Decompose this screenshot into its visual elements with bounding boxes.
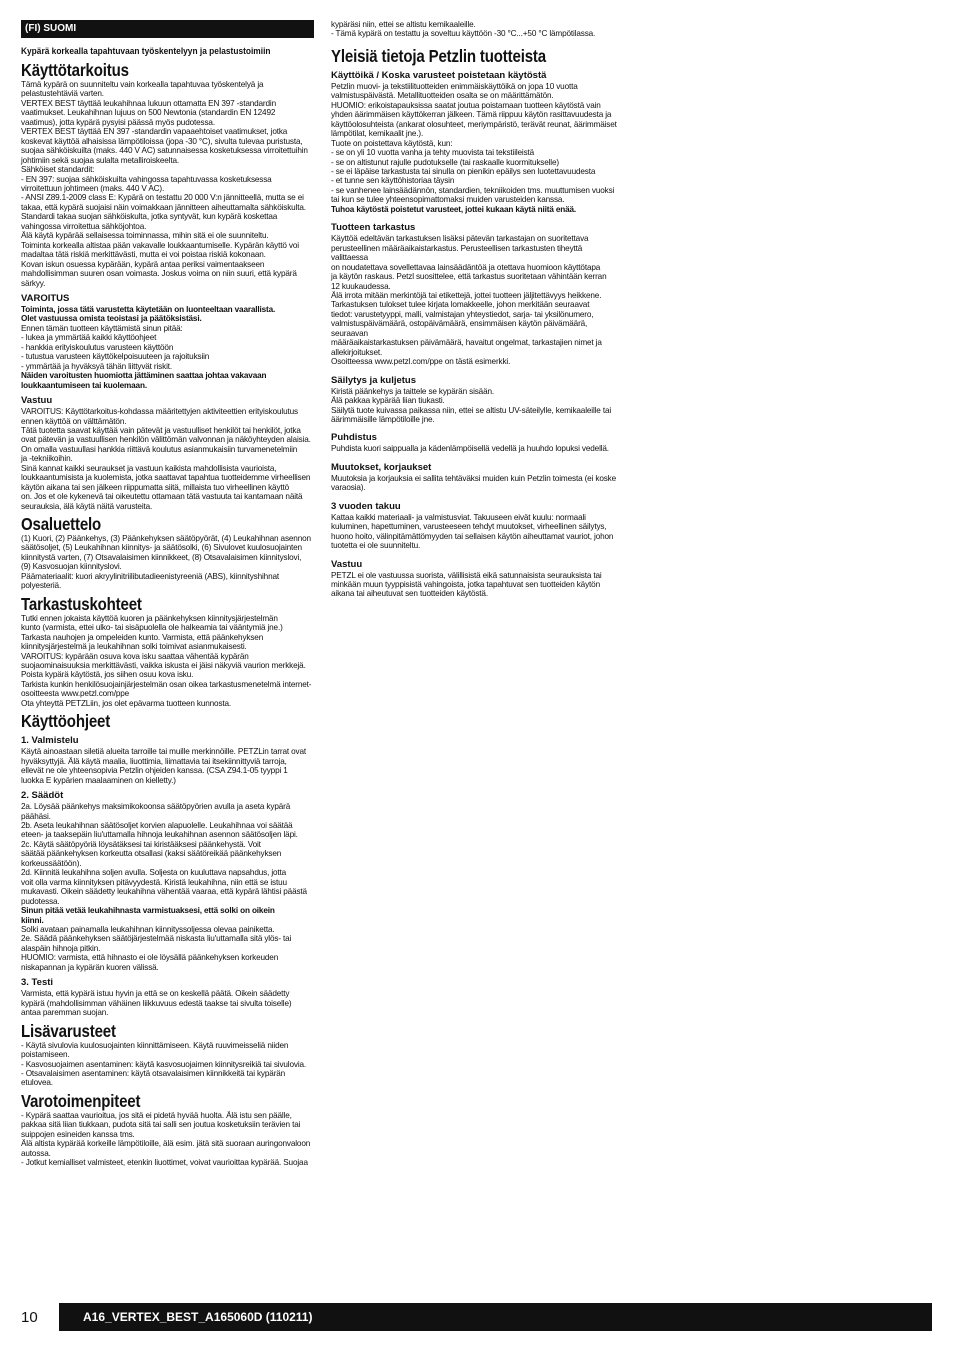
- section-body-lisavarusteet: - Käytä sivulovia kuulosuojainten kiinnittämiseen. Käytä ruuvimeisseliä niiden poistamiseen. - Kasvosuojaimen asentaminen: käytä kasvosuojaimen kiinnitysreikiä tai sivulovia. - Otsavalaisimen asentaminen: käytä otsavalaisimen kiinnikkeitä tai kypärän etulovea.: [21, 1040, 307, 1088]
- takuu-body: Kattaa kaikki materiaali- ja valmistusviat. Takuuseen eivät kuulu: normaali kuluminen, hapettuminen, varusteeseen tehdyt muutokset, virheellinen säilytys, huono hoito, välinpitämättömyyden tai sellaisen käytön aiheuttamat vauriot, johon tuotetta ei ole suunniteltu.: [331, 512, 614, 551]
- section-body-osaluettelo: (1) Kuori, (2) Päänkehys, (3) Päänkehyksen säätöpyörät, (4) Leukahihnan asennon säätösoljet, (5) Leukahihnan kiinnitys- ja säätösolki, (6) Sivulovet kuulosuojainten kiinnitystä varten, (7) Otsavalaisimen kiinnikkeet, (8) Otsavalaisimen kiinnityslovi, (9) Kasvosuojan kiinnityslovi. Päämateriaalit: kuori akryylinitriilibutadieenistyreeniä (ABS), kiinnityshihnat polyesteriä.: [21, 534, 311, 591]
- heading-saadot: 2. Säädöt: [21, 790, 64, 802]
- heading-takuu: 3 vuoden takuu: [331, 500, 401, 512]
- heading-muutokset: Muutokset, korjaukset: [331, 461, 432, 473]
- valmistelu-body: Käytä ainoastaan siletiä alueita tarroille tai muille merkinnöille. PETZLin tarrat ovat hyväksyttyjä. Älä käytä maalia, liuottimia, liimattavia tai itsekiinnittyviä tarroja, ellevät ne ole yhteensopivia Petzlin ohjeiden kanssa. (CSA Z94.1-05 tyyppi 1 luokka E kypärien maalaaminen on kielletty.): [21, 747, 307, 785]
- section-title-varotoimenpiteet: Varotoimenpiteet: [21, 1090, 141, 1111]
- heading-vastuu-petzl: Vastuu: [331, 558, 363, 570]
- muutokset-body: Muutoksia ja korjauksia ei sallita tehtäväksi muiden kuin Petzlin toimesta (ei koske varaosia).: [331, 473, 617, 493]
- kayttoika-body: Petzlin muovi- ja tekstiilituotteiden enimmäiskäyttöikä on jopa 10 vuotta valmistuspäivästä. Metallituotteiden osalta se on määrittämätön. HUOMIO: erikoistapauksissa saatat joutua poistamaan tuotteen käytöstä vain yhden äärimmäisen käyttökerran jälkeen. Tämä riippuu käytön rasittavuudesta ja käyttöolosuhteista (ankarat olosuhteet, meriympäristö, terävät reunat, äärimmäiset lämpötilat, kemikaalit jne.). Tuote on poistettava käytöstä, kun: - se on yli 10 vuotta vanha ja tehty muovista tai tekstiileistä - se on altistunut rajulle pudotukselle (tai raskaalle kuormitukselle) - se ei läpäise tarkastusta tai sinulla on pienikin epäilys sen luotettavuudesta - et tunne sen käyttöhistoriaa täysin - se vanhenee lainsäädännön, standardien, tekniikoiden tms. muuttumisen vuoksi tai kun se tulee yhteensopimattomaksi muiden varusteiden kanssa.: [331, 81, 617, 205]
- document-subtitle: Kypärä korkealla tapahtuvaan työskentelyyn ja pelastustoimiin: [21, 46, 271, 57]
- section-title-osaluettelo: Osaluettelo: [21, 514, 102, 535]
- section-title-tarkastuskohteet: Tarkastuskohteet: [21, 593, 142, 614]
- heading-puhdistus: Puhdistus: [331, 432, 377, 444]
- testi-body: Varmista, että kypärä istuu hyvin ja että se on keskellä päätä. Oikein säädetty kypärä (mahdollisimman vähäinen liikkuvuus edestä taakse tai sivulta toiselle) antaa paremman suojan.: [21, 989, 292, 1018]
- saadot-body-2: Solki avataan painamalla leukahihnan kiinnityssoljessa olevaa painiketta. 2e. Säädä päänkehyksen säätöjärjestelmää niskasta liu'uttamalla sitä ylös- tai alaspäin hihnoja pitkin. HUOMIO: varmista, että hihnasto ei ole löysällä päänkehyksen korkeuden niskapannan ja kypärän kuoren välissä.: [21, 924, 292, 972]
- heading-testi: 3. Testi: [21, 977, 54, 989]
- vastuu-petzl-body: PETZL ei ole vastuussa suorista, välillisistä eikä satunnaisista seurauksista tai minkään muun tyyppisistä vahingoista, jotka tapahtuvat sen tuotteiden käytön aikana tai aiheutuvat sen tuotteiden käytöstä.: [331, 570, 602, 599]
- tuotteen-tarkastus-body: Käyttöä edeltävän tarkastuksen lisäksi pätevän tarkastajan on suoritettava perusteellinen määräaikaistarkastus. Perusteellisen tarkastusten tiheyttä valittaessa on noudatettava sovellettavaa lainsäädäntöä ja otettava huomioon käyttötapa ja käytön raskaus. Petzl suosittelee, että tarkastus suoritetaan vähintään kerran 12 kuukaudessa. Älä irrota mitään merkintöjä tai etikettejä, jottei tuotteen jäljitettävyys heikkene. Tarkastuksen tulokset tulee kirjata lomakkeelle, johon merkitään seuraavat tiedot: varustetyyppi, malli, valmistajan yhteystiedot, sarja- tai yksilönumero, valmistuspäivämäärä, ostopäivämäärä, ensimmäisen käytön päivämäärä, seuraavan määräaikaistarkastuksen päivämäärä, havaitut ongelmat, tarkastajien nimet ja allekirjoitukset. Osoitteessa www.petzl.com/ppe on tästä esimerkki.: [331, 234, 607, 367]
- varoitus-body: Ennen tämän tuotteen käyttämistä sinun pitää: - lukea ja ymmärtää kaikki käyttöohjeet - hankkia erityiskoulutus varusteen käyttöön - tutustua varusteen käyttökelpoisuuteen ja rajoituksiin - ymmärtää ja hyväksyä tähän liittyvät riskit.: [21, 323, 210, 371]
- heading-varoitus: VAROITUS: [21, 292, 70, 304]
- section-body-tarkastuskohteet: Tutki ennen jokaista käyttöä kuoren ja päänkehyksen kiinnitysjärjestelmän kunto (varmista, ettei ulko- tai sisäpuolella ole halkeamia tai vääntymiä jne.) Tarkasta nauhojen ja ompeleiden kunto. Varmista, että päänkehyksen kiinnitysjärjestelmä ja leukahihnan solki toimivat asianmukaisesti. VAROITUS: kypärään osuva kova isku saattaa vähentää kypärän suojaominaisuuksia merkittävästi, vaikka iskusta ei jäisi näkyviä vaurion merkkejä. Poista kypärä käytöstä, jos siihen osuu kova isku. Tarkista kunkin henkilösuojainjärjestelmän osan oikea tarkastusmenetelmä internet- osoitteesta www.petzl.com/ppe Ota yhteyttä PETZLiin, jos olet epävarma tuotteen kunnosta.: [21, 613, 312, 708]
- heading-vastuu: Vastuu: [21, 395, 53, 407]
- page-footer: [21, 1303, 932, 1331]
- section-body-kayttotarkoitus: Tämä kypärä on suunniteltu vain korkealla tapahtuvaa työskentelyä ja pelastustehtäviä varten. VERTEX BEST täyttää leukahihnaa lukuun ottamatta EN 397 -standardin vaatimukset. Leukahihnan lujuus on 500 Newtonia (standardin EN 12492 vaatimus), jotta kypärä pysyisi päässä myös pudotessa. VERTEX BEST täyttää EN 397 -standardin vapaaehtoiset vaatimukset, jotka koskevat käyttöä alhaisissa lämpötiloissa (jopa -30 °C), sivulta tulevaa puristusta, suojaa sähköiskuilta (maks. 440 V AC) satunnaisessa kosketuksessa virroitettuihin johtimiin sekä suojaa sulalta metalliroiskeelta. Sähköiset standardit: - EN 397: suojaa sähköiskuilta vahingossa tapahtuvassa kosketuksessa virroitettuun johtimeen (maks. 440 V AC). - ANSI Z89.1-2009 class E: Kypärä on testattu 20 000 V:n jännitteellä, mutta se ei takaa, että kypärä suojaisi näin voimakkaan jännitteen aiheuttamalta sähköiskulta. Standardi takaa suojan sähköiskulta, jotka syntyvät, kun kypärä koskettaa vahingossa virroitettua sähköjohtoa. Älä käytä kypärää sellaisessa toiminnassa, mihin sitä ei ole suunniteltu. Toiminta korkealla altistaa pään vakavalle loukkaantumiselle. Kypärän käyttö voi madaltaa tätä riskiä merkittävästi, mutta ei voi poistaa riskiä kokonaan. Kovan iskun osuessa kypärään, kypärä antaa periksi vaimentaakseen mahdollisimman suuren osan voimasta. Joskus voima on niin suuri, että kypärä särkyy.: [21, 80, 308, 288]
- saadot-body: 2a. Löysää päänkehys maksimikokoonsa säätöpyörien avulla ja aseta kypärä päähäsi. 2b. Aseta leukahihnan säätösoljet korvien alapuolelle. Leukahihnaa voi säätää eteen- ja taaksepäin liu'uttamalla hihnoja leukahihnan asennon säätösoljen läpi. 2c. Käytä säätöpyöriä löysätäksesi tai kiristääksesi päänkehystä. Voit säätää päänkehyksen korkeutta otsallasi (kaksi säätöreikää päänkehyksen korkeussäätöön). 2d. Kiinnitä leukahihna soljen avulla. Soljesta on kuuluttava napsahdus, jotta voit olla varma kiinnityksen pitävyydestä. Kiristä leukahihna, niin että se istuu mukavasti. Oikein säädetty leukahihna vähentää vaaraa, että kypärä lähtisi päästä pudotessa.: [21, 802, 307, 906]
- section-body-varotoimenpiteet: - Kypärä saattaa vaurioitua, jos sitä ei pidetä hyvää huolta. Älä istu sen päälle, pakkaa sitä liian tiukkaan, pudota sitä tai salli sen joutua kosketuksiin terävien tai suippojen esineiden kanssa tms. Älä altista kypärää korkeille lämpötiloille, älä esim. jätä sitä suoraan auringonvaloon autossa. - Jotkut kemialliset valmisteet, etenkin liuottimet, voivat vaurioittaa kypärää. Suojaa: [21, 1110, 311, 1168]
- varoitus-bold-2: Näiden varoitusten huomiotta jättäminen saattaa johtaa vakavaan loukkaantumiseen tai kuolemaan.: [21, 371, 267, 390]
- language-label: (FI) SUOMI: [21, 20, 314, 38]
- left-column: [21, 20, 314, 1168]
- section-title-kayttoohjeet: Käyttöohjeet: [21, 711, 111, 732]
- section-title-lisavarusteet: Lisävarusteet: [21, 1020, 116, 1041]
- section-title-kayttotarkoitus: Käyttötarkoitus: [21, 60, 129, 80]
- vastuu-body: VAROITUS: Käyttötarkoitus-kohdassa määritettyjen aktiviteettien erityiskoulutus ennen käyttöä on välttämätön. Tätä tuotetta saavat käyttää vain pätevät ja vastuulliset henkilöt tai henkilöt, jotka ovat pätevän ja vastuullisen henkilön välittömän valvonnan ja näköyhteyden alaisia. On omalla vastuullasi hankkia riittävä koulutus asianmukaisiin turvamenetelmiin ja -tekniikoihin. Sinä kannat kaikki seuraukset ja vastuun kaikista mahdollisista vaurioista, loukkaantumisista ja kuolemista, jotka saattavat tapahtua tuotteidemme virheellisen käytön aikana tai sen jälkeen riippumatta siitä, millaista tuo virheellinen käyttö on. Jos et ole kykenevä tai oikeutettu ottamaan tätä vastuuta tai kantamaan näitä seurauksia, älä käytä näitä varusteita.: [21, 407, 311, 511]
- kayttoika-bold: Tuhoa käytöstä poistetut varusteet, jottei kukaan käytä niitä enää.: [331, 204, 577, 214]
- heading-valmistelu: 1. Valmistelu: [21, 735, 79, 747]
- page-number: 10: [21, 1309, 38, 1326]
- right-column: [331, 20, 621, 599]
- sailytys-body: Kiristä päänkehys ja taittele se kypärän sisään. Älä pakkaa kypärää liian tiukasti. Säilytä tuote kuivassa paikassa niin, ettei se altistu UV-säteilylle, kemikaaleille tai äärimmäisille lämpötiloille jne.: [331, 386, 612, 424]
- heading-sailytys: Säilytys ja kuljetus: [331, 374, 417, 386]
- puhdistus-body: Puhdista kuori saippualla ja kädenlämpöisellä vedellä ja huuhdo lopuksi vedellä.: [331, 444, 609, 454]
- section-title-yleisia-tietoja: Yleisiä tietoja Petzlin tuotteista: [331, 45, 546, 66]
- continued-text: kypäräsi niin, ettei se altistu kemikaaleille. - Tämä kypärä on testattu ja soveltuu käyttöön -30 °C...+50 °C lämpötilassa.: [331, 20, 596, 39]
- heading-kayttoika: Käyttöikä / Koska varusteet poistetaan käytöstä: [331, 69, 547, 81]
- heading-tuotteen-tarkastus: Tuotteen tarkastus: [331, 222, 416, 234]
- saadot-bold: Sinun pitää vetää leukahihnasta varmistuaksesi, että solki on oikein kiinni.: [21, 906, 275, 925]
- varoitus-bold-1: Toiminta, jossa tätä varustetta käytetään on luonteeltaan vaarallista. Olet vastuussa omista teoistasi ja päätöksistäsi.: [21, 304, 276, 324]
- document-code-bar: A16_VERTEX_BEST_A165060D (110211): [59, 1303, 932, 1331]
